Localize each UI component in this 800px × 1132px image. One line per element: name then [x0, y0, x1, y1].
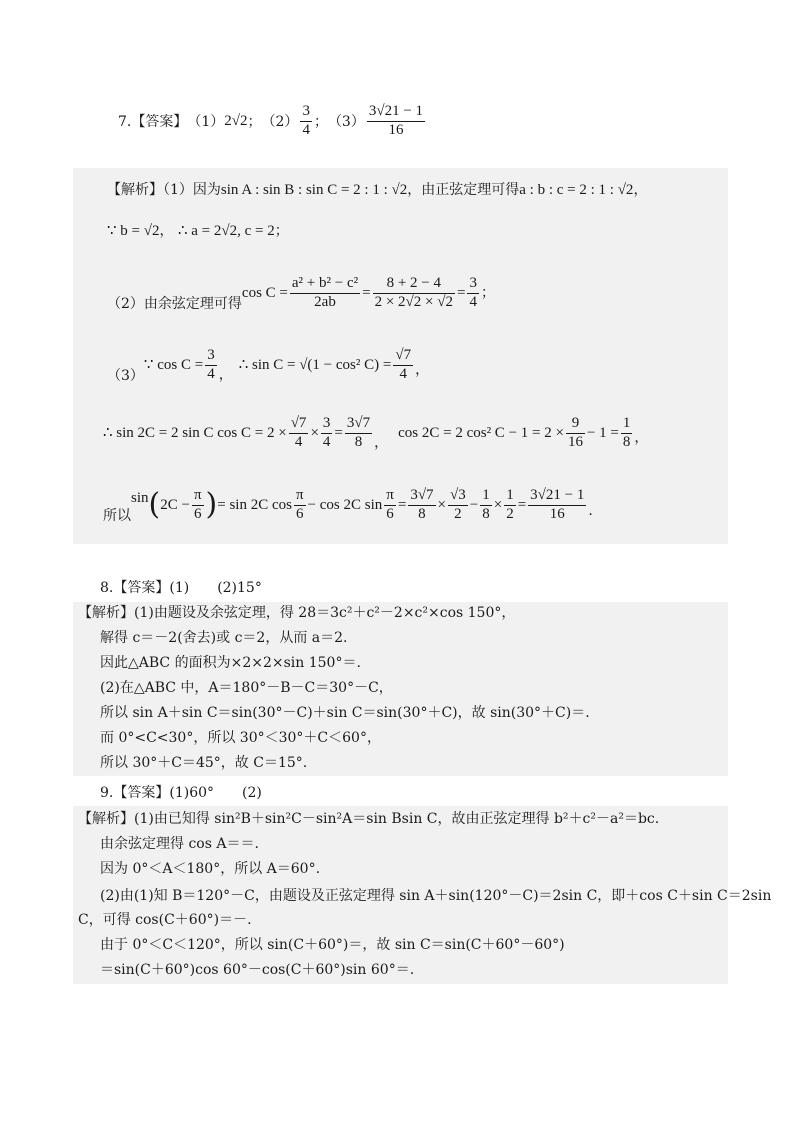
q7-math: = [334, 425, 343, 441]
q8-solution-line [100, 652, 728, 674]
q7-text: ， [374, 435, 389, 451]
q9-text: C，可得 cos(C＋60°)＝－. [78, 912, 252, 928]
q9-solution-line [100, 858, 728, 880]
q8-answer: (1) (2)15° [169, 580, 262, 596]
q7-part2-fraction [300, 103, 312, 139]
q7-math: a : b : c = 2 : 1 : √2 [519, 182, 634, 198]
q7-fraction [384, 487, 396, 523]
q7-denominator: 2 × 2√2 × √2 [374, 293, 453, 310]
q7-math: ∵ cos C = [143, 357, 204, 373]
q7-text: ， [159, 223, 174, 239]
q9-solution-line [100, 885, 772, 907]
q7-denominator: 16 [567, 433, 583, 450]
q7-text: ， [634, 430, 649, 446]
q7-separator: ； [313, 114, 328, 130]
q7-solution-line-4 [107, 340, 728, 390]
q7-fraction [290, 275, 360, 311]
q7-part3-numerator: 3√21 − 1 [367, 103, 425, 121]
q7-fraction [448, 487, 468, 523]
q7-denominator: 4 [322, 433, 331, 450]
q7-numerator: 1 [480, 487, 492, 505]
q7-math: = [362, 285, 371, 301]
q7-fraction [504, 487, 516, 523]
q8-answer-line [100, 577, 262, 599]
q7-answer-line [118, 96, 427, 146]
q7-denominator: 4 [294, 433, 303, 450]
q9-text: 由于 0°＜C＜120°，所以 sin(C＋60°)＝，故 sin C＝sin(C＋60°－60°) [100, 937, 565, 953]
q7-fraction [373, 275, 455, 311]
q9-text: (1)由已知得 sin²B＋sin²C－sin²A＝sin Bsin C，故由正弦定理得 b²＋c²－a²＝bc. [134, 811, 660, 827]
q9-solution-line [78, 909, 728, 931]
q7-denominator: 8 [482, 505, 490, 522]
q8-solution-line [100, 677, 728, 699]
q7-text: ， [218, 367, 233, 383]
q7-solution-line-6 [103, 480, 728, 530]
q7-solution-heading: 【解析】 [107, 182, 163, 198]
q7-denominator: 6 [193, 505, 202, 522]
q7-math: = [456, 285, 466, 301]
q7-numerator: 3√21 − 1 [528, 487, 586, 505]
q9-text: 因为 0°＜A＜180°，所以 A＝60°. [100, 861, 321, 877]
q7-denominator: 2 [454, 505, 462, 522]
q8-text: 因此△ABC 的面积为×2×2×sin 150°＝. [100, 655, 361, 671]
q9-text: ＝sin(C＋60°)cos 60°－cos(C＋60°)sin 60°＝. [100, 962, 415, 978]
q7-text: （1）因为 [163, 182, 221, 198]
q7-math: × [310, 425, 319, 441]
q9-text: (2)由(1)知 B＝120°－C，由题设及正弦定理得 sin A＋sin(120°－C)＝2sin C，即＋cos C＋sin C＝2sin [100, 888, 772, 904]
q8-solution-line [100, 752, 728, 774]
q7-solution-line-1 [107, 179, 728, 201]
q9-solution-line [100, 959, 728, 981]
q7-text: ； [274, 223, 289, 239]
q9-solution-line [78, 808, 728, 830]
q9-solution-heading: 【解析】 [78, 811, 134, 827]
q7-solution-line-2 [107, 220, 728, 242]
q7-denominator: 8 [418, 505, 426, 522]
q7-math: × [437, 497, 447, 513]
q7-numerator: a² + b² − c² [290, 275, 360, 293]
q7-part2-numerator: 3 [300, 103, 312, 121]
q7-math: sin [131, 490, 149, 506]
q7-numerator: 9 [566, 415, 585, 433]
q8-solution-line [100, 702, 728, 724]
left-paren-glyph: ( [148, 487, 161, 522]
q9-solution-box [73, 806, 772, 984]
q7-fraction [528, 487, 586, 523]
q7-numerator: √3 [448, 487, 468, 505]
q7-text: 所以 [103, 508, 131, 524]
q7-part1-label: （1） [187, 114, 225, 130]
q7-denominator: 4 [207, 365, 215, 382]
q9-answer: (1)60° (2) [169, 785, 262, 801]
q8-text: 而 0°<C<30°，所以 30°＜30°＋C＜60°， [100, 730, 381, 746]
q7-math: 2C − [160, 497, 190, 513]
q7-denominator: 2 [506, 505, 514, 522]
q7-numerator: 3 [467, 275, 479, 293]
q7-numerator: π [294, 487, 306, 505]
q7-separator: ； [247, 114, 262, 130]
q7-fraction [321, 415, 333, 451]
q7-solution-line-3 [107, 268, 728, 318]
q9-solution-line [100, 833, 728, 855]
q7-fraction [408, 487, 435, 523]
q7-numerator: 3 [205, 347, 217, 365]
q7-fraction [480, 487, 492, 523]
q7-text: . [588, 503, 593, 519]
q7-text: （2）由余弦定理可得 [107, 296, 242, 312]
q8-solution-heading: 【解析】 [78, 605, 134, 621]
q7-text: ， [633, 182, 648, 198]
q7-label: 7.【答案】 [118, 114, 188, 130]
q7-denominator: 8 [622, 433, 631, 450]
q7-denominator: 4 [399, 365, 407, 382]
q7-numerator: 3 [321, 415, 333, 433]
q7-math: ∴ a = 2√2, c = 2 [177, 223, 275, 239]
q7-numerator: 8 + 2 − 4 [373, 275, 455, 293]
q7-math: ∴ sin 2C = 2 sin C cos C = 2 × [103, 425, 287, 441]
q7-math: cos C = [241, 285, 288, 301]
q7-numerator: π [192, 487, 204, 505]
q7-math: = sin 2C cos [217, 497, 292, 513]
q8-text: 所以 sin A＋sin C＝sin(30°－C)＋sin C＝sin(30°＋C)，故 sin(30°＋C)＝. [100, 705, 590, 721]
q7-part3-label: （3） [327, 114, 365, 130]
q7-denominator: 6 [296, 505, 304, 522]
q9-solution-line [100, 934, 728, 956]
q7-solution-box [73, 168, 728, 544]
q7-part1-value: 2√2 [224, 112, 248, 129]
q7-fraction [294, 487, 306, 523]
q7-text: （3） [107, 368, 144, 384]
q7-numerator: 1 [621, 415, 633, 433]
q7-part3-fraction [367, 103, 425, 139]
q7-math: × [493, 497, 503, 513]
q7-denominator: 6 [386, 505, 394, 522]
q7-numerator: π [384, 487, 396, 505]
q7-math: = [517, 497, 527, 513]
q7-fraction [192, 487, 204, 523]
q7-math: sin A : sin B : sin C = 2 : 1 : √2 [220, 182, 408, 198]
q8-text: 解得 c＝－2(舍去)或 c＝2，从而 a＝2. [100, 630, 348, 646]
q7-fraction [393, 347, 413, 383]
q8-solution-line [78, 602, 728, 624]
q7-math: − 1 = [586, 425, 619, 441]
q7-numerator: √7 [393, 347, 413, 365]
q7-math: cos 2C = 2 cos² C − 1 = 2 × [398, 425, 564, 441]
q7-denominator: 4 [469, 293, 477, 310]
q7-denominator: 16 [549, 505, 565, 522]
q8-label: 8.【答案】 [100, 580, 170, 596]
q8-text: (2)在△ABC 中，A＝180°－B－C＝30°－C， [100, 680, 393, 696]
q7-fraction [289, 415, 309, 451]
q7-math: ∵ b = √2 [107, 223, 160, 239]
q8-solution-line [100, 627, 728, 649]
q7-fraction [345, 415, 372, 451]
q7-numerator: √7 [289, 415, 309, 433]
q7-numerator: 3√7 [345, 415, 372, 433]
q8-text: 所以 30°＋C＝45°，故 C＝15°. [100, 755, 308, 771]
q7-solution-line-5 [103, 408, 728, 458]
q7-math: ∴ sin C = √(1 − cos² C) = [238, 357, 392, 373]
q9-text: 由余弦定理得 cos A＝＝. [100, 836, 259, 852]
q7-text: ； [480, 285, 495, 301]
q7-fraction [467, 275, 479, 311]
q7-denominator: 2ab [314, 293, 336, 310]
q7-numerator: 1 [504, 487, 516, 505]
q7-part3-denominator: 16 [388, 121, 404, 138]
q7-text: ，由正弦定理可得 [407, 182, 520, 198]
q7-text: ， [415, 362, 430, 378]
right-paren-glyph: ) [205, 487, 218, 522]
q8-solution-line [100, 727, 728, 749]
q7-fraction [621, 415, 633, 451]
q7-fraction [566, 415, 585, 451]
q8-text: (1)由题设及余弦定理，得 28＝3c²＋c²－2×c²×cos 150°， [134, 605, 516, 621]
q7-math: − [469, 497, 479, 513]
q7-math: − cos 2C sin [307, 497, 383, 513]
q7-math: = [397, 497, 407, 513]
q7-fraction [205, 347, 217, 383]
q9-answer-line [100, 782, 262, 804]
q7-part2-label: （2） [261, 114, 299, 130]
q8-solution-box [73, 602, 728, 776]
q7-numerator: 3√7 [408, 487, 435, 505]
q9-label: 9.【答案】 [100, 785, 170, 801]
q7-part2-denominator: 4 [302, 121, 310, 138]
q7-denominator: 8 [354, 433, 363, 450]
